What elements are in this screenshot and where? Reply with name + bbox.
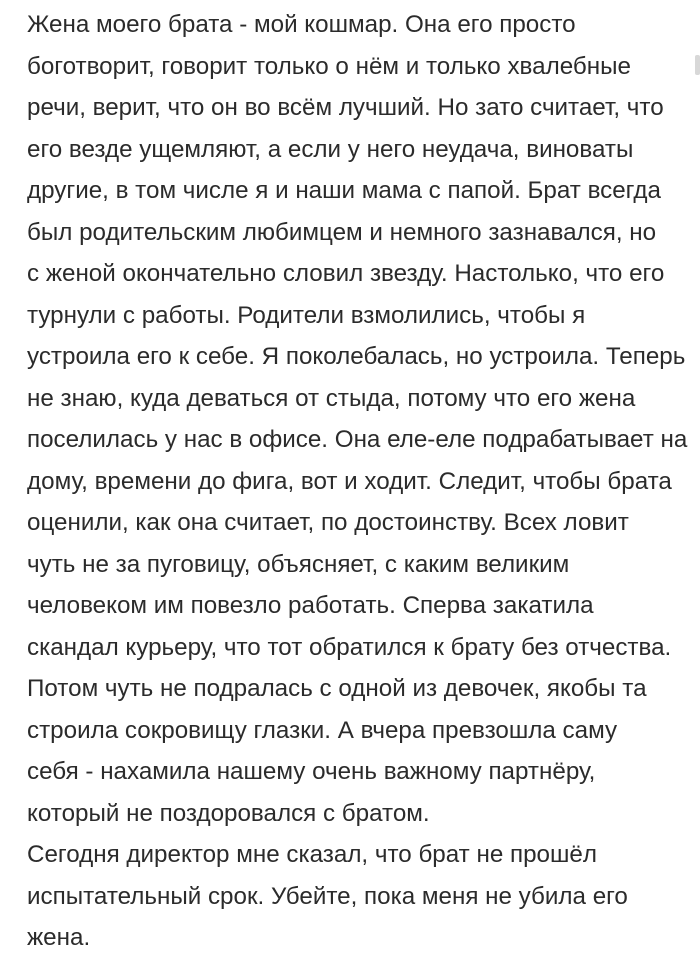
scrollbar[interactable]: [692, 0, 700, 955]
text-line: его везде ущемляют, а если у него неудача, виноваты: [27, 135, 634, 163]
text-line: поселилась у нас в офисе. Она еле-еле подрабатывает на: [27, 426, 688, 453]
text-line: Жена моего брата - мой кошмар. Она его просто: [27, 11, 576, 38]
scrollbar-thumb[interactable]: [695, 55, 700, 75]
text-line: не знаю, куда деваться от стыда, потому что его жена: [27, 384, 636, 412]
story-text: [27, 4, 692, 959]
text-line: турнули с работы. Родители взмолились, чтобы я: [27, 301, 586, 329]
text-line: речи, верит, что он во всём лучший. Но зато считает, что: [27, 94, 664, 121]
text-line: боготворит, говорит только о нём и только хвалебные: [27, 52, 631, 80]
text-line: устроила его к себе. Я поколебалась, но устроила. Теперь: [27, 343, 686, 370]
text-line: чуть не за пуговицу, объясняет, с каким великим: [27, 550, 570, 578]
text-line: Потом чуть не подралась с одной из девочек, якобы та: [27, 675, 647, 702]
text-line: себя - нахамила нашему очень важному партнёру,: [27, 758, 596, 785]
text-line: который не поздоровался с братом.: [27, 799, 430, 827]
text-line: испытательный срок. Убейте, пока меня не убила его: [27, 882, 628, 910]
text-line: с женой окончательно словил звезду. Настолько, что его: [27, 260, 665, 287]
text-line: был родительским любимцем и немного зазнавался, но: [27, 218, 657, 246]
text-line: дому, времени до фига, вот и ходит. Следит, чтобы брата: [27, 467, 672, 495]
text-line: оценили, как она считает, по достоинству. Всех ловит: [27, 509, 629, 536]
text-line: другие, в том числе я и наши мама с папой. Брат всегда: [27, 177, 661, 204]
text-line: Сегодня директор мне сказал, что брат не прошёл: [27, 841, 597, 868]
text-line: строила сокровищу глазки. А вчера превзошла саму: [27, 716, 618, 744]
text-line: скандал курьеру, что тот обратился к брату без отчества.: [27, 633, 672, 661]
text-line: жена.: [27, 924, 91, 951]
text-line: человеком им повезло работать. Сперва закатила: [27, 592, 594, 619]
